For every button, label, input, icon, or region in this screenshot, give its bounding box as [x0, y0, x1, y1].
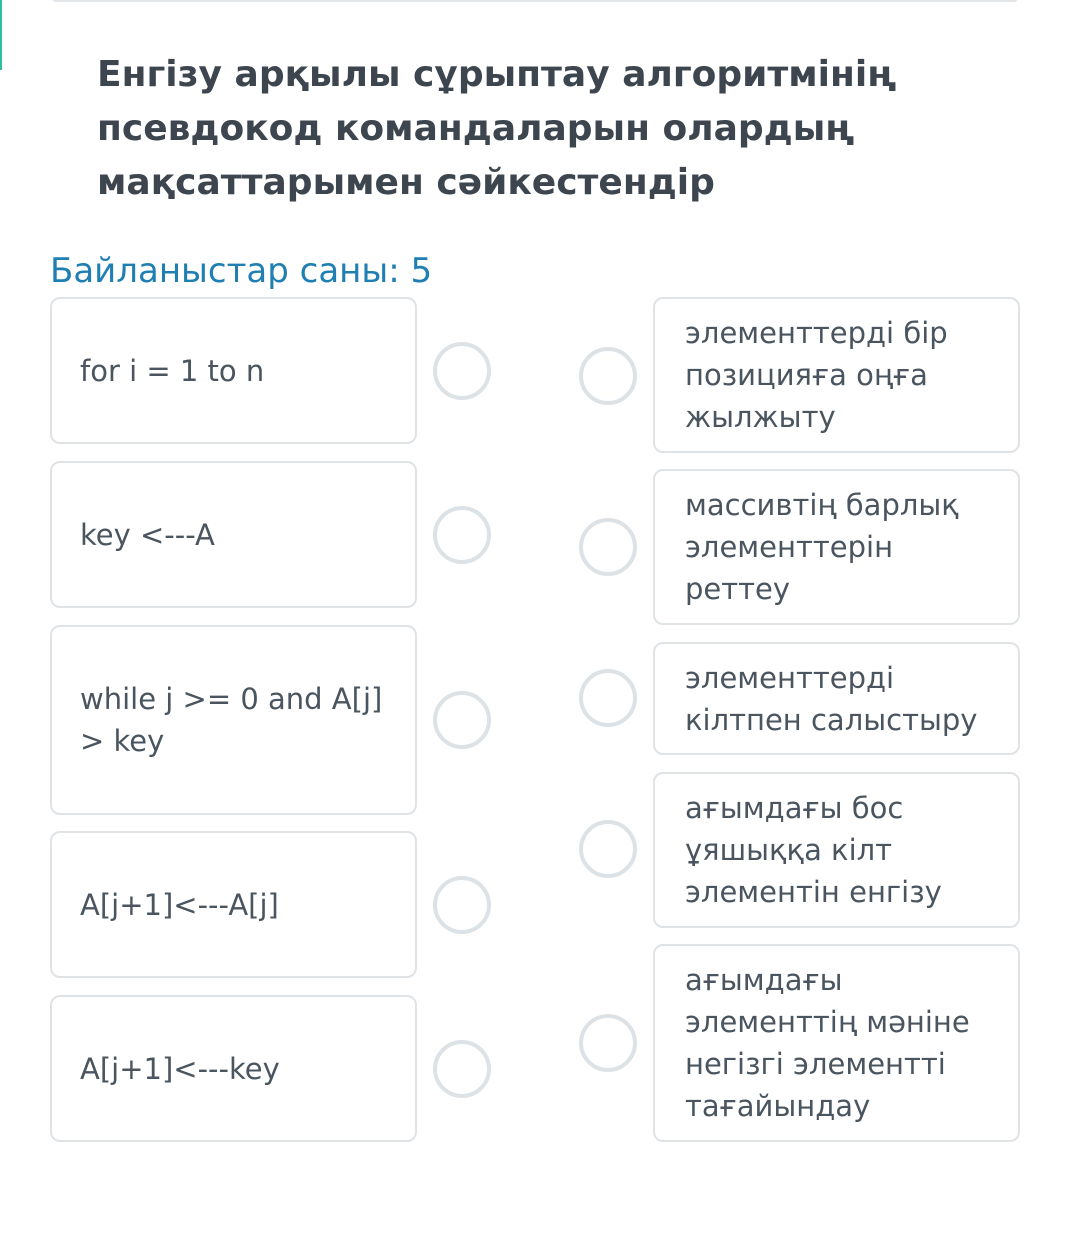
previous-card-edge: [52, 0, 1018, 2]
left-connector-dot-1[interactable]: [433, 342, 491, 400]
right-connector-dot-4[interactable]: [579, 820, 637, 878]
right-item-text: ағымдағы элементтің мәніне негізгі элементті тағайындау: [685, 963, 970, 1123]
right-item-1[interactable]: [653, 297, 1020, 453]
left-connector-dot-2[interactable]: [433, 506, 491, 564]
right-item-text: элементтерді бір позицияға оңға жылжыту: [685, 316, 948, 434]
right-item-3[interactable]: [653, 642, 1020, 755]
right-item-text: элементтерді кілтпен салыстыру: [685, 660, 978, 737]
right-item-4[interactable]: [653, 772, 1020, 928]
left-item-5[interactable]: [50, 995, 417, 1142]
right-item-2[interactable]: [653, 469, 1020, 625]
left-connector-dot-3[interactable]: [433, 691, 491, 749]
right-connector-dot-1[interactable]: [579, 347, 637, 405]
right-connector-dot-2[interactable]: [579, 518, 637, 576]
left-item-text: key <---A: [80, 517, 215, 552]
right-connector-dot-5[interactable]: [579, 1014, 637, 1072]
left-item-3[interactable]: [50, 625, 417, 815]
right-item-text: ағымдағы бос ұяшыққа кілт элементін енгізу: [685, 791, 942, 909]
left-item-4[interactable]: [50, 831, 417, 978]
left-item-text: while j >= 0 and A[j] > key: [80, 682, 383, 758]
question-title: Енгізу арқылы сұрыптау алгоритмінің псевдокод командаларын олардың мақсаттарымен сәйкестендір: [97, 54, 897, 203]
right-connector-dot-3[interactable]: [579, 669, 637, 727]
accent-bar: [0, 0, 2, 70]
right-item-5[interactable]: [653, 944, 1020, 1142]
left-item-2[interactable]: [50, 461, 417, 608]
left-connector-dot-4[interactable]: [433, 876, 491, 934]
left-item-text: for i = 1 to n: [80, 353, 265, 388]
left-item-1[interactable]: [50, 297, 417, 444]
right-item-text: массивтің барлық элементтерін реттеу: [685, 488, 959, 606]
left-item-text: A[j+1]<---A[j]: [80, 887, 279, 922]
connections-count: Байланыстар саны: 5: [50, 251, 433, 291]
left-item-text: A[j+1]<---key: [80, 1051, 280, 1086]
left-connector-dot-5[interactable]: [433, 1040, 491, 1098]
